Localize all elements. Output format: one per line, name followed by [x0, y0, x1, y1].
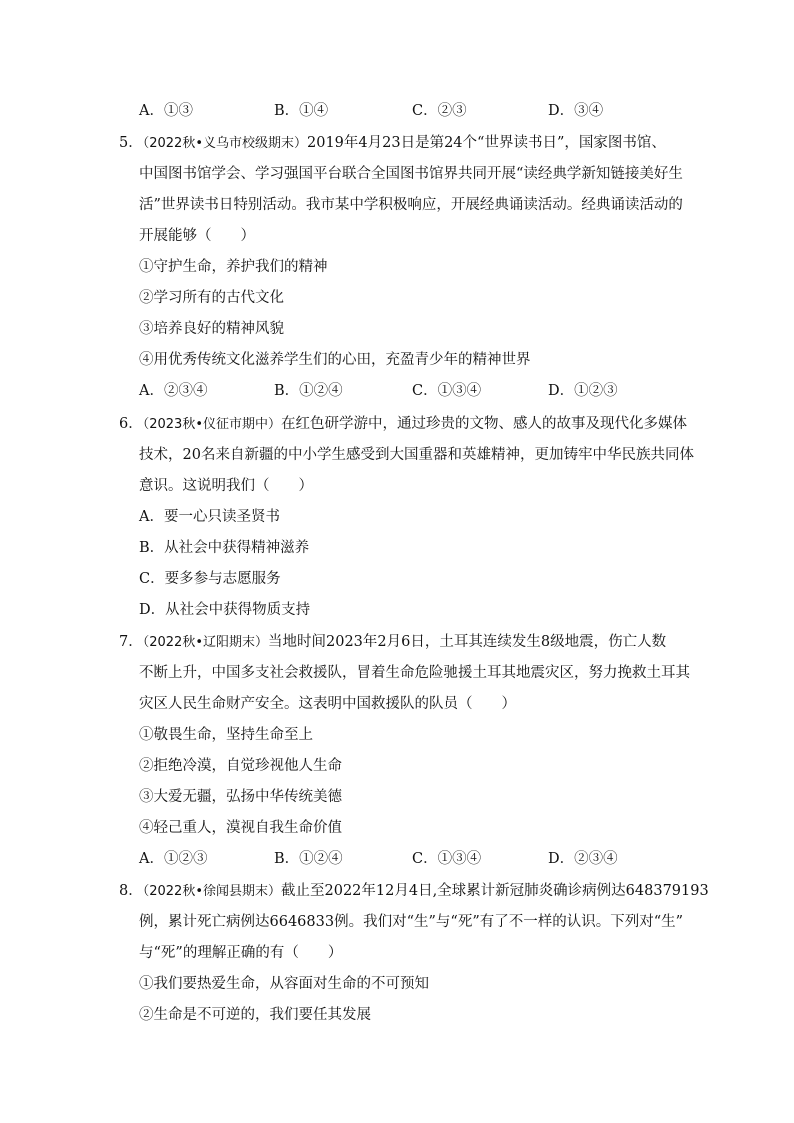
q4-choice-b[interactable]: B．①④: [274, 103, 329, 119]
q7-option-2: ②拒绝冷漠，自觉珍视他人生命: [139, 758, 342, 774]
q7-option-1: ①敬畏生命，坚持生命至上: [139, 727, 313, 743]
q7-stem-line-3: 灾区人民生命财产安全。这表明中国救援队的队员（ ）: [139, 696, 516, 712]
q7-stem-line-1: [119, 632, 666, 653]
q8-option-1: ①我们要热爱生命，从容面对生命的不可预知: [139, 976, 429, 992]
q7-choice-b[interactable]: B．①②④: [274, 851, 343, 867]
q6-number: 6．: [119, 416, 143, 432]
q6-choice-a[interactable]: A．要一心只读圣贤书: [139, 509, 280, 525]
q7-choice-a[interactable]: A．①②③: [139, 851, 208, 867]
q7-source: （2022秋•辽阳期末）: [142, 635, 268, 650]
q6-stem-line-2: 技术，20名来自新疆的中小学生感受到大国重器和英雄精神，更加铸牢中华民族共同体: [139, 447, 694, 463]
q8-text-1: 截止至2022年12月4日,全球累计新冠肺炎确诊病例达648379193: [281, 883, 709, 899]
q4-choice-a[interactable]: A．①③: [139, 103, 193, 119]
q5-stem-line-4: 开展能够（ ）: [139, 228, 255, 244]
q7-choice-d[interactable]: D．②③④: [548, 851, 618, 867]
q7-choices: [139, 849, 659, 869]
q5-option-1: ①守护生命，养护我们的精神: [139, 259, 328, 275]
q6-stem-line-1: [119, 414, 687, 435]
q6-choice-d[interactable]: D．从社会中获得物质支持: [139, 602, 311, 618]
q6-source: （2023秋•仪征市期中）: [142, 417, 281, 432]
q5-source: （2022秋•义乌市校级期末）: [142, 136, 307, 151]
q8-number: 8．: [119, 883, 143, 899]
q8-source: （2022秋•徐闻县期末）: [142, 884, 281, 899]
q5-stem-line-1: [119, 133, 666, 154]
q7-stem-line-2: 不断上升，中国多支社会救援队，冒着生命危险驰援土耳其地震灾区，努力挽救土耳其: [139, 665, 690, 681]
q5-text-1: 2019年4月23日是第24个“世界读书日”，国家图书馆、: [307, 135, 666, 151]
q6-choice-c[interactable]: C．要多参与志愿服务: [139, 571, 281, 587]
q7-option-3: ③大爱无疆，弘扬中华传统美德: [139, 789, 342, 805]
q5-option-3: ③培养良好的精神风貌: [139, 321, 284, 337]
q5-stem-line-3: 活”世界读书日特别活动。我市某中学积极响应，开展经典诵读活动。经典诵读活动的: [139, 197, 683, 213]
q5-option-2: ②学习所有的古代文化: [139, 290, 284, 306]
q8-option-2: ②生命是不可逆的，我们要任其发展: [139, 1007, 371, 1023]
q5-number: 5．: [119, 135, 143, 151]
q7-choice-c[interactable]: C．①③④: [412, 851, 482, 867]
q4-choice-d[interactable]: D．③④: [548, 103, 604, 119]
q5-choice-b[interactable]: B．①②④: [274, 383, 343, 399]
q8-stem-line-1: [119, 881, 709, 902]
q8-stem-line-2: 例，累计死亡病例达6646833例。我们对“生”与“死”有了不一样的认识。下列对“生”: [139, 914, 684, 930]
q4-choice-c[interactable]: C．②③: [412, 103, 467, 119]
q6-stem-line-3: 意识。这说明我们（ ）: [139, 478, 313, 494]
q6-text-1: 在红色研学游中，通过珍贵的文物、感人的故事及现代化多媒体: [281, 416, 687, 432]
q7-text-1: 当地时间2023年2月6日，土耳其连续发生8级地震，伤亡人数: [268, 634, 667, 650]
q8-stem-line-3: 与“死”的理解正确的有（ ）: [139, 945, 343, 961]
q4-choices: [139, 101, 659, 121]
q5-choice-a[interactable]: A．②③④: [139, 383, 208, 399]
q5-choice-d[interactable]: D．①②③: [548, 383, 618, 399]
q5-choices: [139, 381, 659, 401]
q7-number: 7．: [119, 634, 143, 650]
q6-choice-b[interactable]: B．从社会中获得精神滋养: [139, 540, 310, 556]
q5-choice-c[interactable]: C．①③④: [412, 383, 482, 399]
q5-option-4: ④用优秀传统文化滋养学生们的心田，充盈青少年的精神世界: [139, 352, 531, 368]
q5-stem-line-2: 中国图书馆学会、学习强国平台联合全国图书馆界共同开展“读经典学新知链接美好生: [139, 166, 683, 182]
q7-option-4: ④轻己重人，漠视自我生命价值: [139, 820, 342, 836]
